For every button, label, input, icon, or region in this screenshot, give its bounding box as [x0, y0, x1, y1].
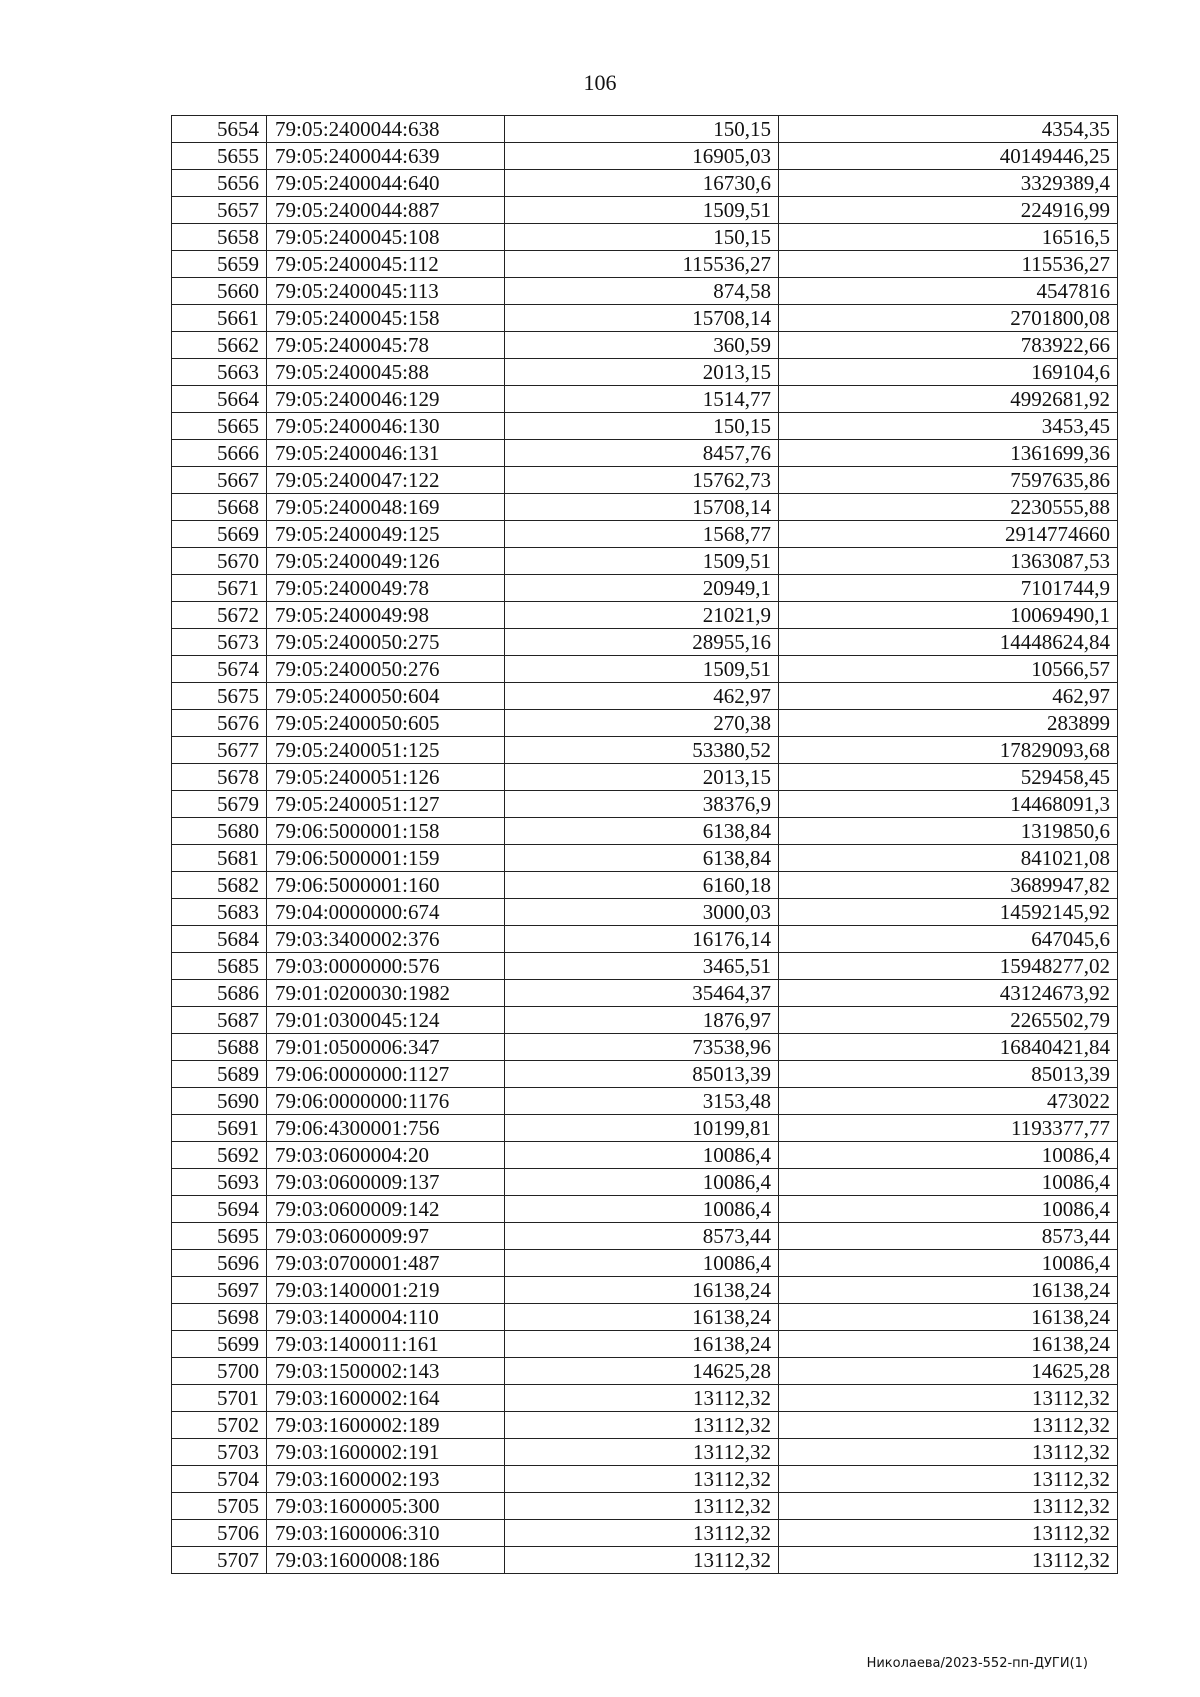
cadastral-number-cell: 79:05:2400049:78: [267, 575, 505, 602]
cadastral-number-cell: 79:04:0000000:674: [267, 899, 505, 926]
row-number-cell: 5678: [172, 764, 267, 791]
cadastral-number-cell: 79:03:0600004:20: [267, 1142, 505, 1169]
cadastral-number-cell: 79:03:3400002:376: [267, 926, 505, 953]
row-number-cell: 5702: [172, 1412, 267, 1439]
document-footer: Николаева/2023-552-пп-ДУГИ(1): [866, 1656, 1088, 1671]
area-cell: 85013,39: [505, 1061, 779, 1088]
cadastral-value-cell: 224916,99: [779, 197, 1118, 224]
table-row: [172, 1088, 1118, 1115]
area-cell: 15762,73: [505, 467, 779, 494]
cadastral-value-cell: 16138,24: [779, 1277, 1118, 1304]
table-row: [172, 818, 1118, 845]
cadastral-value-cell: 169104,6: [779, 359, 1118, 386]
cadastral-value-cell: 14625,28: [779, 1358, 1118, 1385]
row-number-cell: 5693: [172, 1169, 267, 1196]
row-number-cell: 5664: [172, 386, 267, 413]
table-row: [172, 710, 1118, 737]
table-row: [172, 1466, 1118, 1493]
area-cell: 150,15: [505, 224, 779, 251]
cadastral-number-cell: 79:03:0600009:97: [267, 1223, 505, 1250]
area-cell: 21021,9: [505, 602, 779, 629]
area-cell: 28955,16: [505, 629, 779, 656]
row-number-cell: 5663: [172, 359, 267, 386]
row-number-cell: 5700: [172, 1358, 267, 1385]
table-row: [172, 278, 1118, 305]
table-row: [172, 1223, 1118, 1250]
row-number-cell: 5665: [172, 413, 267, 440]
cadastral-number-cell: 79:03:1600002:193: [267, 1466, 505, 1493]
cadastral-number-cell: 79:06:4300001:756: [267, 1115, 505, 1142]
area-cell: 874,58: [505, 278, 779, 305]
table-row: [172, 413, 1118, 440]
cadastral-value-cell: 14468091,3: [779, 791, 1118, 818]
area-cell: 16138,24: [505, 1304, 779, 1331]
row-number-cell: 5704: [172, 1466, 267, 1493]
cadastral-number-cell: 79:05:2400045:108: [267, 224, 505, 251]
table-row: [172, 629, 1118, 656]
area-cell: 13112,32: [505, 1466, 779, 1493]
cadastral-number-cell: 79:03:1600002:189: [267, 1412, 505, 1439]
cadastral-value-cell: 13112,32: [779, 1412, 1118, 1439]
row-number-cell: 5685: [172, 953, 267, 980]
table-row: [172, 1061, 1118, 1088]
area-cell: 15708,14: [505, 494, 779, 521]
row-number-cell: 5686: [172, 980, 267, 1007]
cadastral-number-cell: 79:03:0000000:576: [267, 953, 505, 980]
cadastral-number-cell: 79:03:1600008:186: [267, 1547, 505, 1574]
cadastral-number-cell: 79:03:1600002:191: [267, 1439, 505, 1466]
cadastral-number-cell: 79:05:2400050:605: [267, 710, 505, 737]
table-row: [172, 1358, 1118, 1385]
row-number-cell: 5674: [172, 656, 267, 683]
row-number-cell: 5681: [172, 845, 267, 872]
table-row: [172, 1250, 1118, 1277]
table-row: [172, 737, 1118, 764]
cadastral-number-cell: 79:01:0200030:1982: [267, 980, 505, 1007]
cadastral-value-cell: 2701800,08: [779, 305, 1118, 332]
table-row: [172, 1115, 1118, 1142]
area-cell: 3153,48: [505, 1088, 779, 1115]
area-cell: 13112,32: [505, 1493, 779, 1520]
cadastral-value-cell: 783922,66: [779, 332, 1118, 359]
cadastral-value-cell: 10069490,1: [779, 602, 1118, 629]
cadastral-value-cell: 2914774660: [779, 521, 1118, 548]
row-number-cell: 5691: [172, 1115, 267, 1142]
row-number-cell: 5680: [172, 818, 267, 845]
row-number-cell: 5669: [172, 521, 267, 548]
cadastral-value-cell: 13112,32: [779, 1466, 1118, 1493]
cadastral-value-cell: 3329389,4: [779, 170, 1118, 197]
cadastral-number-cell: 79:03:0600009:137: [267, 1169, 505, 1196]
cadastral-number-cell: 79:05:2400046:130: [267, 413, 505, 440]
row-number-cell: 5670: [172, 548, 267, 575]
cadastral-value-cell: 10086,4: [779, 1196, 1118, 1223]
table-row: [172, 1412, 1118, 1439]
area-cell: 16138,24: [505, 1277, 779, 1304]
row-number-cell: 5687: [172, 1007, 267, 1034]
cadastral-value-cell: 283899: [779, 710, 1118, 737]
row-number-cell: 5675: [172, 683, 267, 710]
cadastral-number-cell: 79:05:2400044:887: [267, 197, 505, 224]
row-number-cell: 5688: [172, 1034, 267, 1061]
cadastral-value-cell: 13112,32: [779, 1547, 1118, 1574]
table-row: [172, 332, 1118, 359]
cadastral-number-cell: 79:05:2400045:158: [267, 305, 505, 332]
area-cell: 150,15: [505, 413, 779, 440]
cadastral-value-cell: 16516,5: [779, 224, 1118, 251]
cadastral-value-cell: 13112,32: [779, 1520, 1118, 1547]
area-cell: 10086,4: [505, 1250, 779, 1277]
area-cell: 73538,96: [505, 1034, 779, 1061]
cadastral-value-cell: 85013,39: [779, 1061, 1118, 1088]
table-row: [172, 1331, 1118, 1358]
row-number-cell: 5655: [172, 143, 267, 170]
table-row: [172, 359, 1118, 386]
area-cell: 1568,77: [505, 521, 779, 548]
area-cell: 14625,28: [505, 1358, 779, 1385]
table-row: [172, 548, 1118, 575]
cadastral-number-cell: 79:05:2400045:88: [267, 359, 505, 386]
row-number-cell: 5677: [172, 737, 267, 764]
area-cell: 16138,24: [505, 1331, 779, 1358]
table-row: [172, 980, 1118, 1007]
cadastral-value-cell: 16840421,84: [779, 1034, 1118, 1061]
table-row: [172, 494, 1118, 521]
row-number-cell: 5692: [172, 1142, 267, 1169]
table-row: [172, 1277, 1118, 1304]
table-row: [172, 467, 1118, 494]
table-row: [172, 926, 1118, 953]
area-cell: 35464,37: [505, 980, 779, 1007]
cadastral-number-cell: 79:03:1600006:310: [267, 1520, 505, 1547]
area-cell: 13112,32: [505, 1547, 779, 1574]
cadastral-value-cell: 10086,4: [779, 1169, 1118, 1196]
table-row: [172, 683, 1118, 710]
area-cell: 8457,76: [505, 440, 779, 467]
area-cell: 20949,1: [505, 575, 779, 602]
row-number-cell: 5706: [172, 1520, 267, 1547]
row-number-cell: 5671: [172, 575, 267, 602]
row-number-cell: 5701: [172, 1385, 267, 1412]
row-number-cell: 5683: [172, 899, 267, 926]
table-row: [172, 602, 1118, 629]
row-number-cell: 5667: [172, 467, 267, 494]
area-cell: 3465,51: [505, 953, 779, 980]
table-row: [172, 251, 1118, 278]
cadastral-number-cell: 79:05:2400044:638: [267, 116, 505, 143]
cadastral-number-cell: 79:05:2400049:98: [267, 602, 505, 629]
table-row: [172, 1547, 1118, 1574]
row-number-cell: 5658: [172, 224, 267, 251]
table-row: [172, 305, 1118, 332]
cadastral-value-cell: 473022: [779, 1088, 1118, 1115]
cadastral-value-cell: 13112,32: [779, 1493, 1118, 1520]
row-number-cell: 5666: [172, 440, 267, 467]
cadastral-value-cell: 647045,6: [779, 926, 1118, 953]
cadastral-number-cell: 79:05:2400045:112: [267, 251, 505, 278]
cadastral-value-cell: 16138,24: [779, 1304, 1118, 1331]
table-body: [172, 116, 1118, 1574]
area-cell: 2013,15: [505, 359, 779, 386]
area-cell: 150,15: [505, 116, 779, 143]
table-row: [172, 764, 1118, 791]
cadastral-number-cell: 79:05:2400051:125: [267, 737, 505, 764]
cadastral-value-cell: 7597635,86: [779, 467, 1118, 494]
row-number-cell: 5694: [172, 1196, 267, 1223]
row-number-cell: 5662: [172, 332, 267, 359]
table-row: [172, 143, 1118, 170]
table-row: [172, 440, 1118, 467]
row-number-cell: 5695: [172, 1223, 267, 1250]
cadastral-number-cell: 79:03:1400001:219: [267, 1277, 505, 1304]
area-cell: 13112,32: [505, 1439, 779, 1466]
area-cell: 53380,52: [505, 737, 779, 764]
table-row: [172, 575, 1118, 602]
cadastral-number-cell: 79:03:1500002:143: [267, 1358, 505, 1385]
table-row: [172, 116, 1118, 143]
row-number-cell: 5696: [172, 1250, 267, 1277]
page-number: 106: [583, 70, 617, 95]
cadastral-value-cell: 462,97: [779, 683, 1118, 710]
cadastral-number-cell: 79:06:0000000:1176: [267, 1088, 505, 1115]
area-cell: 38376,9: [505, 791, 779, 818]
table-row: [172, 224, 1118, 251]
cadastral-value-cell: 3689947,82: [779, 872, 1118, 899]
cadastral-number-cell: 79:05:2400045:113: [267, 278, 505, 305]
cadastral-value-cell: 17829093,68: [779, 737, 1118, 764]
cadastral-number-cell: 79:05:2400050:275: [267, 629, 505, 656]
table-row: [172, 1304, 1118, 1331]
cadastral-number-cell: 79:05:2400044:640: [267, 170, 505, 197]
table-row: [172, 953, 1118, 980]
table-row: [172, 791, 1118, 818]
cadastral-number-cell: 79:05:2400047:122: [267, 467, 505, 494]
table-row: [172, 899, 1118, 926]
area-cell: 1509,51: [505, 548, 779, 575]
row-number-cell: 5697: [172, 1277, 267, 1304]
cadastral-value-cell: 1363087,53: [779, 548, 1118, 575]
area-cell: 10199,81: [505, 1115, 779, 1142]
row-number-cell: 5682: [172, 872, 267, 899]
cadastral-value-cell: 13112,32: [779, 1385, 1118, 1412]
table-row: [172, 386, 1118, 413]
area-cell: 6160,18: [505, 872, 779, 899]
cadastral-value-cell: 10086,4: [779, 1250, 1118, 1277]
cadastral-value-table: [171, 115, 1118, 1574]
cadastral-value-cell: 16138,24: [779, 1331, 1118, 1358]
area-cell: 115536,27: [505, 251, 779, 278]
area-cell: 1514,77: [505, 386, 779, 413]
cadastral-value-cell: 2230555,88: [779, 494, 1118, 521]
table-row: [172, 1196, 1118, 1223]
cadastral-number-cell: 79:06:0000000:1127: [267, 1061, 505, 1088]
area-cell: 16730,6: [505, 170, 779, 197]
cadastral-value-cell: 15948277,02: [779, 953, 1118, 980]
row-number-cell: 5679: [172, 791, 267, 818]
cadastral-value-cell: 43124673,92: [779, 980, 1118, 1007]
cadastral-value-cell: 40149446,25: [779, 143, 1118, 170]
cadastral-value-cell: 3453,45: [779, 413, 1118, 440]
area-cell: 8573,44: [505, 1223, 779, 1250]
cadastral-number-cell: 79:05:2400051:126: [267, 764, 505, 791]
cadastral-number-cell: 79:05:2400050:276: [267, 656, 505, 683]
cadastral-number-cell: 79:05:2400051:127: [267, 791, 505, 818]
area-cell: 15708,14: [505, 305, 779, 332]
row-number-cell: 5672: [172, 602, 267, 629]
cadastral-number-cell: 79:05:2400049:125: [267, 521, 505, 548]
cadastral-value-cell: 4547816: [779, 278, 1118, 305]
table-row: [172, 1007, 1118, 1034]
cadastral-value-cell: 1319850,6: [779, 818, 1118, 845]
row-number-cell: 5689: [172, 1061, 267, 1088]
row-number-cell: 5684: [172, 926, 267, 953]
table-row: [172, 872, 1118, 899]
cadastral-value-cell: 1361699,36: [779, 440, 1118, 467]
table-row: [172, 521, 1118, 548]
cadastral-number-cell: 79:03:1400011:161: [267, 1331, 505, 1358]
table-row: [172, 1520, 1118, 1547]
row-number-cell: 5673: [172, 629, 267, 656]
row-number-cell: 5668: [172, 494, 267, 521]
cadastral-number-cell: 79:06:5000001:159: [267, 845, 505, 872]
cadastral-number-cell: 79:05:2400045:78: [267, 332, 505, 359]
cadastral-number-cell: 79:03:0700001:487: [267, 1250, 505, 1277]
cadastral-value-cell: 4992681,92: [779, 386, 1118, 413]
area-cell: 10086,4: [505, 1196, 779, 1223]
row-number-cell: 5699: [172, 1331, 267, 1358]
cadastral-number-cell: 79:06:5000001:158: [267, 818, 505, 845]
area-cell: 10086,4: [505, 1169, 779, 1196]
cadastral-value-cell: 841021,08: [779, 845, 1118, 872]
cadastral-number-cell: 79:01:0300045:124: [267, 1007, 505, 1034]
row-number-cell: 5657: [172, 197, 267, 224]
area-cell: 360,59: [505, 332, 779, 359]
row-number-cell: 5660: [172, 278, 267, 305]
cadastral-number-cell: 79:05:2400049:126: [267, 548, 505, 575]
cadastral-value-cell: 10086,4: [779, 1142, 1118, 1169]
row-number-cell: 5705: [172, 1493, 267, 1520]
area-cell: 2013,15: [505, 764, 779, 791]
row-number-cell: 5659: [172, 251, 267, 278]
cadastral-number-cell: 79:05:2400046:131: [267, 440, 505, 467]
cadastral-value-cell: 13112,32: [779, 1439, 1118, 1466]
table-row: [172, 1385, 1118, 1412]
cadastral-number-cell: 79:03:1600005:300: [267, 1493, 505, 1520]
area-cell: 1509,51: [505, 197, 779, 224]
cadastral-value-cell: 4354,35: [779, 116, 1118, 143]
area-cell: 13112,32: [505, 1412, 779, 1439]
cadastral-number-cell: 79:05:2400050:604: [267, 683, 505, 710]
cadastral-value-cell: 2265502,79: [779, 1007, 1118, 1034]
row-number-cell: 5676: [172, 710, 267, 737]
row-number-cell: 5654: [172, 116, 267, 143]
cadastral-number-cell: 79:03:0600009:142: [267, 1196, 505, 1223]
cadastral-value-cell: 10566,57: [779, 656, 1118, 683]
row-number-cell: 5698: [172, 1304, 267, 1331]
cadastral-number-cell: 79:05:2400048:169: [267, 494, 505, 521]
cadastral-value-cell: 7101744,9: [779, 575, 1118, 602]
cadastral-number-cell: 79:03:1600002:164: [267, 1385, 505, 1412]
table-row: [172, 197, 1118, 224]
area-cell: 16905,03: [505, 143, 779, 170]
table-row: [172, 1493, 1118, 1520]
cadastral-value-cell: 14592145,92: [779, 899, 1118, 926]
area-cell: 462,97: [505, 683, 779, 710]
table-row: [172, 1034, 1118, 1061]
cadastral-value-cell: 115536,27: [779, 251, 1118, 278]
row-number-cell: 5690: [172, 1088, 267, 1115]
area-cell: 6138,84: [505, 845, 779, 872]
table-row: [172, 845, 1118, 872]
area-cell: 270,38: [505, 710, 779, 737]
table-row: [172, 1169, 1118, 1196]
area-cell: 3000,03: [505, 899, 779, 926]
cadastral-number-cell: 79:03:1400004:110: [267, 1304, 505, 1331]
cadastral-number-cell: 79:05:2400044:639: [267, 143, 505, 170]
row-number-cell: 5656: [172, 170, 267, 197]
area-cell: 1876,97: [505, 1007, 779, 1034]
row-number-cell: 5707: [172, 1547, 267, 1574]
area-cell: 1509,51: [505, 656, 779, 683]
cadastral-value-cell: 529458,45: [779, 764, 1118, 791]
table-row: [172, 170, 1118, 197]
table-row: [172, 1439, 1118, 1466]
table-row: [172, 1142, 1118, 1169]
cadastral-value-cell: 14448624,84: [779, 629, 1118, 656]
row-number-cell: 5661: [172, 305, 267, 332]
area-cell: 16176,14: [505, 926, 779, 953]
cadastral-number-cell: 79:05:2400046:129: [267, 386, 505, 413]
area-cell: 10086,4: [505, 1142, 779, 1169]
cadastral-value-cell: 8573,44: [779, 1223, 1118, 1250]
cadastral-value-cell: 1193377,77: [779, 1115, 1118, 1142]
area-cell: 6138,84: [505, 818, 779, 845]
area-cell: 13112,32: [505, 1385, 779, 1412]
area-cell: 13112,32: [505, 1520, 779, 1547]
row-number-cell: 5703: [172, 1439, 267, 1466]
cadastral-number-cell: 79:01:0500006:347: [267, 1034, 505, 1061]
table-row: [172, 656, 1118, 683]
cadastral-number-cell: 79:06:5000001:160: [267, 872, 505, 899]
